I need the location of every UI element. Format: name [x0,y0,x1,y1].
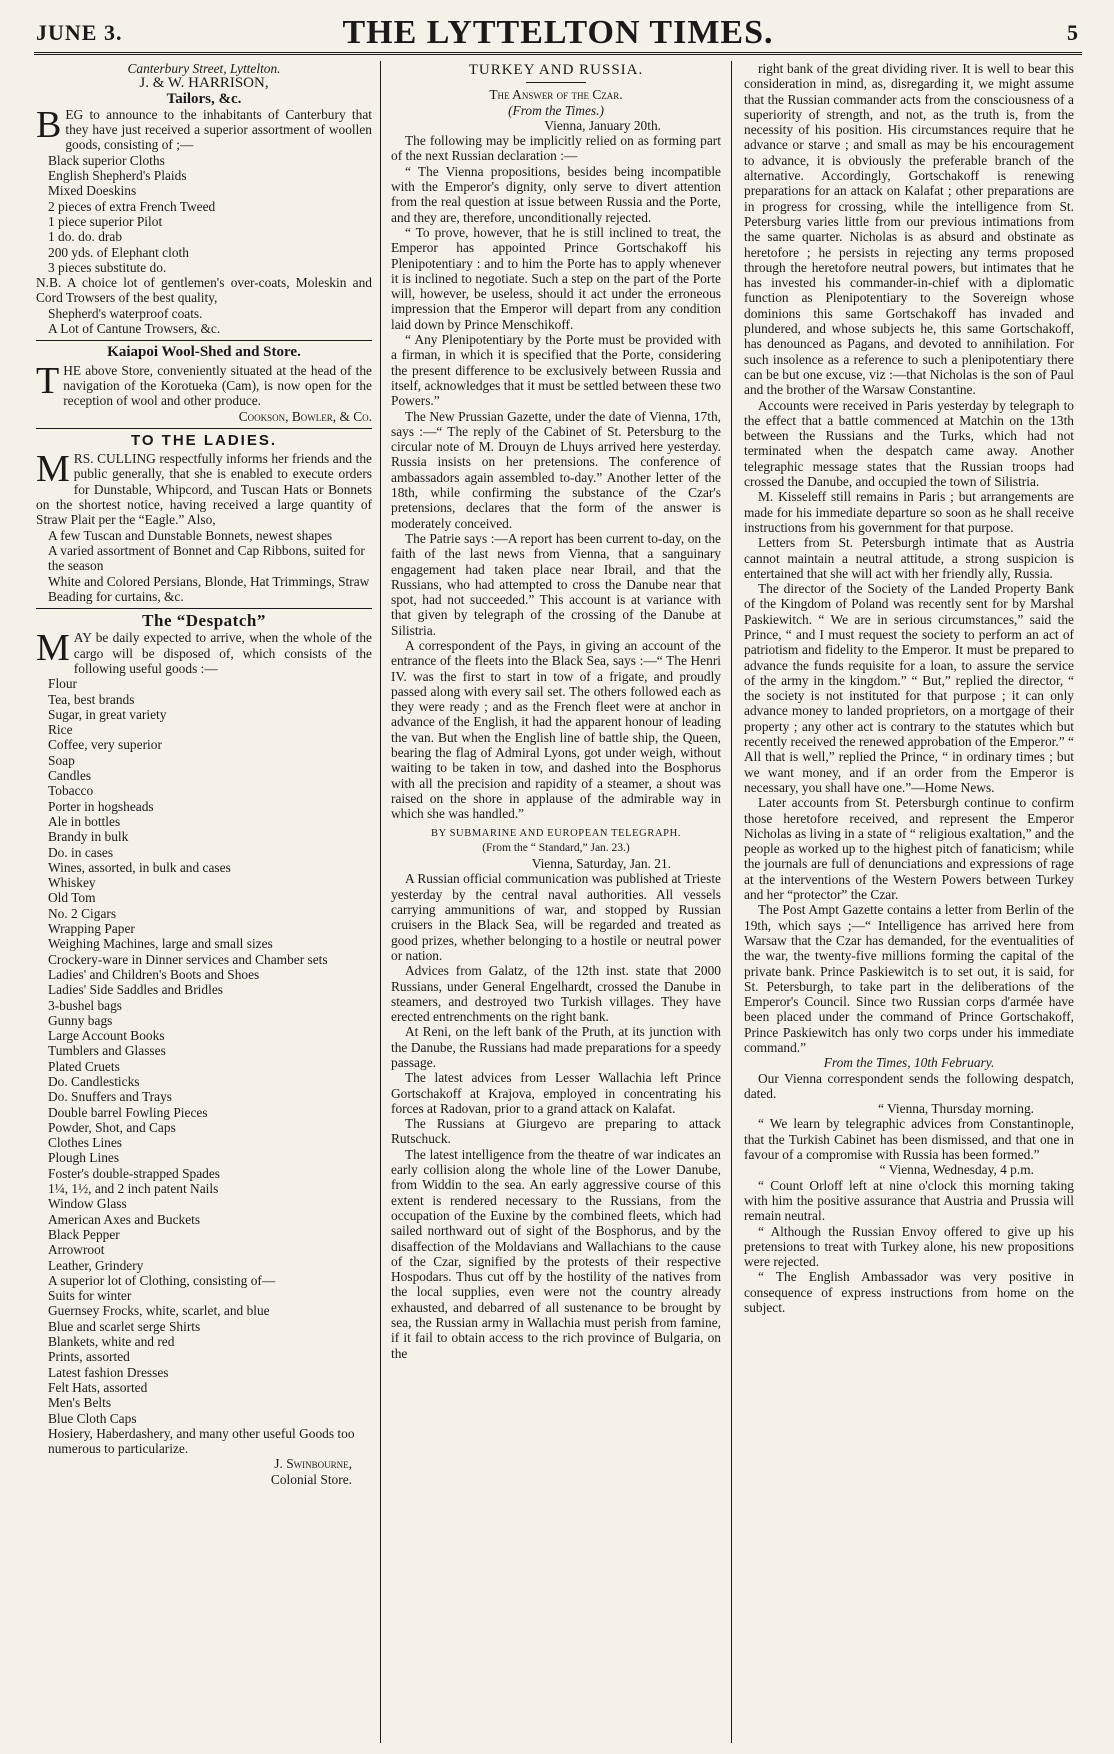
divider [36,608,372,609]
ad-despatch [36,613,372,1487]
article-paragraph: The latest intelligence from the theatre of war indicates an early collision along the whole line of the Lower Danube, from Widdin to the sea. An early aggressive course of this extent is rendered necessary to the Russians, from the occupation of the Euxine by the combined fleets, which had sailed northward out of sight of the Bosphorus, and by the disaffection of the Moldavians and Wallachians to the cause of the Czar, signified by the protests of their respective Hospodars. Thus cut off by the hostility of the natives from the local supplies, even were not the country already exhausted, and debarred of all sustenance to be brought by sea, the Russian army in Wallachia must perish from famine, if it fail to obtain access to the rich province of Bulgaria, on the [391,1146,721,1361]
ad-address: Canterbury Street, Lyttelton. [127,61,281,76]
article-source: From the Times, 10th February. [823,1055,995,1071]
article-paragraph: “ The English Ambassador was very positive in consequence of express instructions from home on the subject. [744,1269,1074,1316]
list-item: Tumblers and Glasses [48,1043,166,1059]
column-turkey-russia [380,61,732,1743]
goods-list [36,676,372,1456]
list-item: Flour [48,676,78,692]
ad-harrison [36,61,372,336]
list-item: 3 pieces substitute do. [48,259,167,275]
list-item: White and Colored Persians, Blonde, Hat Trimmings, Straw Beading for curtains, &c. [48,573,370,604]
article-body [744,61,1074,1055]
article-paragraph: “ Although the Russian Envoy offered to give up his pretensions to treat with Turkey alone, his new propositions were rejected. [744,1223,1074,1270]
ad-heading: The “Despatch” [142,611,266,631]
list-item: Sugar, in great variety [48,706,167,722]
article-body [744,1071,1074,1102]
ad-trade: Tailors, &c. [166,90,242,107]
ad-note-line: A Lot of Cantune Trowsers, &c. [48,321,221,337]
article-paragraph: A Russian official communication was published at Trieste yesterday by the central naval authorities. All vessels carrying ammunitions of war, and stopped by Russian cruisers in the Black Sea, will be regarded and treated as good prizes, whether belonging to a hostile or neutral power or nation. [391,871,721,963]
columns [34,61,1082,1743]
list-item: Tea, best brands [48,691,135,707]
article-paragraph: The following may be implicitly relied on as forming part of the next Russian declaration :— [391,133,721,164]
article-paragraph: At Reni, on the left bank of the Pruth, at its junction with the Danube, the Russians had made preparations for a speedy passage. [391,1024,721,1070]
article-paragraph: Letters from St. Petersburgh intimate that as Austria cannot maintain a neutral attitude, a strong suspicion is entertained that she will act with her friendly ally, Russia. [744,535,1074,581]
article-source: (From the Times.) [508,102,604,118]
list-item: Blue and scarlet serge Shirts [48,1318,201,1334]
list-item: Blankets, white and red [48,1334,175,1350]
masthead-title: THE LYTTELTON TIMES. [342,14,774,51]
list-item: Prints, assorted [48,1349,130,1365]
list-item: Black Pepper [48,1226,120,1242]
ad-text: RS. CULLING respectfully informs her friends and the public generally, that she is enabled to execute orders for Dunstable, Whipcord, and Tuscan Hats or Bonnets on the shortest notice, having received a large quantity of Straw Plait per the “Eagle.” Also, [36,451,372,528]
list-item: Ladies' Side Saddles and Bridles [48,982,223,998]
ad-business-name: J. & W. HARRISON, [139,75,269,92]
list-item: Soap [48,752,75,768]
list-item: No. 2 Cigars [48,905,117,921]
list-item: Rice [48,722,73,738]
ad-signature-line: Colonial Store. [270,1471,352,1487]
article-paragraph: “ Any Plenipotentiary by the Porte must be provided with a firman, in which it is specified that the Porte, considering the present difference to be exclusively between Russia and itself, acknowledges that it must be settled between these two Powers.” [391,332,721,409]
ad-heading: Kaiapoi Wool-Shed and Store. [107,344,301,361]
ad-note: N.B. A choice lot of gentlemen's over-coats, Moleskin and Cord Trowsers of the best quality, [36,275,372,306]
list-item: Candles [48,768,92,784]
article-heading: TURKEY AND RUSSIA. [468,62,644,78]
list-item: Blue Cloth Caps [48,1410,137,1426]
telegraph-dateline: Vienna, Saturday, Jan. 21. [531,856,671,872]
drop-cap: T [36,359,60,402]
article-paragraph: A correspondent of the Pays, in giving an account of the entrance of the fleets into the Black Sea, says :—“ The Henri IV. was the first to start in tow of a frigate, and proudly passed along with every sail set. The others followed each as they were ready ; and as the French fleet were at anchor in advance of the English, it had the apparent honour of leading the van. But when the English line of battle ship, the Queen, bearing the flag of Admiral Lyons, got under weigh, without waiting to be taken in tow, and dashed into the Bosphorus with all the precision and rapidity of a steamer, a shout was raised on the shore in applause of the admirable way in which she was handled.” [391,637,721,822]
list-item: A varied assortment of Bonnet and Cap Ribbons, suited for the season [48,542,365,574]
list-item: 1¼, 1½, and 2 inch patent Nails [48,1181,219,1197]
article-paragraph: “ The Vienna propositions, besides being incompatible with the Emperor's dignity, only serve to divert attention from the real question at issue between Russia and the Porte, and they are, therefore, unconditionally rejected. [391,163,721,225]
article-subheading: The Answer of the Czar. [489,87,623,103]
list-item: Mixed Doeskins [48,183,137,199]
article-paragraph: “ We learn by telegraphic advices from Constantinople, that the Turkish Cabinet has been dismissed, and that one in favour of a compromise with Russia has been formed.” [744,1116,1074,1163]
list-item: Crockery-ware in Dinner services and Chamber sets [48,951,328,967]
list-item: Do. Snuffers and Trays [48,1089,172,1105]
list-item: Ale in bottles [48,813,121,829]
dispatch-dateline: “ Vienna, Wednesday, 4 p.m. [879,1162,1034,1178]
article-paragraph: “ To prove, however, that he is still inclined to treat, the Emperor has appointed Prince Gortschakoff his Plenipotentiary : and to him the Porte has to apply whenever it is inclined to negotiate. Such a step on the part of the Porte will, however, be useless, should it act under the erroneous impression that the Emperor will depart from any condition laid down by Prince Menschikoff. [391,224,721,332]
article-paragraph: Accounts were received in Paris yesterday by telegraph to the effect that a battle commenced at Matchin on the 13th between the Russians and the Turks, which had not terminated when the despatch came away. Another telegraphic message states that the Russian troops had crossed the Danube, and occupied the town of Silistria. [744,397,1074,490]
list-item: Wines, assorted, in bulk and cases [48,859,231,875]
list-item: Old Tom [48,890,96,906]
article-paragraph: The latest advices from Lesser Wallachia left Prince Gortschakoff at Krajova, employed in concentrating his forces at Radovan, prior to a grand attack on Kalafat. [391,1070,721,1116]
divider [36,340,372,341]
list-item: Brandy in bulk [48,829,129,845]
article-paragraph: M. Kisseleff still remains in Paris ; but arrangements are made for his immediate departure so soon as he shall receive instructions from his government for that purpose. [744,489,1074,535]
list-item: Leather, Grindery [48,1257,144,1273]
article-paragraph: “ Count Orloff left at nine o'clock this morning taking with him the positive assurance that Austria and Prussia will remain neutral. [744,1177,1074,1224]
goods-list [36,153,372,275]
article-paragraph: The New Prussian Gazette, under the date of Vienna, 17th, says :—“ The reply of the Cabinet of St. Petersburg to the circular note of M. Drouyn de Lhuys arrived here yesterday. Russia insists on her pretensions. The conference of ambassadors again assembled to-day.” Another letter of the 18th, while confirming the substance of the Czar's pretensions, declares that the form of the answer is moderately conceived. [391,408,721,531]
list-item: Men's Belts [48,1395,112,1411]
article-dateline: Vienna, January 20th. [544,117,661,133]
list-item: 1 piece superior Pilot [48,213,163,229]
drop-cap: M [36,627,70,670]
ad-signature: J. Swinbourne, [274,1456,352,1472]
list-item: Do. Candlesticks [48,1074,140,1089]
ad-kaiapoi [36,345,372,423]
article-paragraph: The Patrie says :—A report has been current to-day, on the faith of the last news from Vienna, that a sanguinary engagement had taken place near Ibrail, and that the Russians, who had attempted to cross the Danube near that spot, had not succeeded.” This account is at variance with that given by telegraph of the crossing of the Danube at Silistria. [391,530,721,638]
list-item: Plated Cruets [48,1058,120,1074]
list-item: Guernsey Frocks, white, scarlet, and blue [48,1303,270,1319]
list-item: Black superior Cloths [48,152,165,168]
article-paragraph: Later accounts from St. Petersburgh continue to confirm those heretofore received, and represent the Emperor Nicholas as living in a state of “ religious exaltation,” and the people as worked up to the highest pitch of fanaticism; while the journals are full of denunciations and expressions of rage at the interventions of the Western Powers between Turkey and her “protector” the Czar. [744,795,1074,903]
list-item: Clothes Lines [48,1135,123,1151]
ad-text: HE above Store, conveniently situated at the head of the navigation of the Korotueka (Cam), is now open for the reception of wool and other produce. [63,362,372,409]
list-item: Porter in hogsheads [48,798,154,814]
list-item: Powder, Shot, and Caps [48,1119,176,1135]
list-item: Do. in cases [48,844,114,860]
list-item: English Shepherd's Plaids [48,168,187,184]
article-paragraph: Advices from Galatz, of the 12th inst. state that 2000 Russians, under General Engelhardt, crossed the Danube in steamers, and destroyed two Turkish villages. They have erected entrenchments on the right bank. [391,963,721,1025]
list-item: Coffee, very superior [48,737,162,753]
list-item: Plough Lines [48,1150,120,1166]
column-continuation [732,61,1082,1743]
ad-signature: Cookson, Bowler, & Co. [238,408,372,424]
list-item: Latest fashion Dresses [48,1364,169,1380]
telegraph-heading: BY SUBMARINE AND EUROPEAN TELEGRAPH. [431,827,681,839]
list-item: Window Glass [48,1196,127,1212]
goods-list [36,528,372,604]
list-item: Ladies' and Children's Boots and Shoes [48,966,260,982]
list-item: 200 yds. of Elephant cloth [48,244,189,260]
list-item: Double barrel Fowling Pieces [48,1104,208,1120]
divider [526,82,586,83]
list-item: 3-bushel bags [48,997,123,1013]
page-number: 5 [1067,20,1078,45]
list-item: Foster's double-strapped Spades [48,1165,220,1181]
article-paragraph: right bank of the great dividing river. It is well to bear this consideration in mind, as, disregarding it, we might assume that the Russian commander acts from the consciousness of a superiority of strength, and not, as the truth is, from the necessity of his position. His circumstances require that he advance or starve ; and small as may be his encouragement to advance, it is obviously the preferable branch of the alternative. Accordingly, Gortschakoff is renewing preparations for an attack on Kalafat ; other preparations are in progress for crossing, while the intelligence from St. Petersburg varies little from our previous intimations from the same quarter. Nicholas is as absurd and obstinate as heretofore ; he persists in rejecting any terms proposed through the heretofore neutral powers, but intimates that he has invested his commander-in-chief with a diplomatic function as Plenipotentiary to the Sovereign whose dominions this same Gortschakoff has invaded and plundered, and whose subjects he, this same Gortschakoff, has denounced as Pagans, and devoted to annihilation. For such insolence as a reference to such a plenipotentiary there can be but one excuse, viz :—that Nicholas is the son of Paul and the brother of the Warsaw Constantine. [744,61,1074,398]
list-item: Hosiery, Haberdashery, and many other useful Goods too numerous to particularize. [48,1425,355,1457]
telegraph-source: (From the “ Standard,” Jan. 23.) [482,841,630,854]
article-paragraph: Our Vienna correspondent sends the following despatch, dated. [744,1070,1074,1101]
ad-intro: EG to announce to the inhabitants of Canterbury that they have just received a superior assortment of woollen goods, consisting of ;— [65,106,372,153]
list-item: Arrowroot [48,1242,105,1258]
list-item: A few Tuscan and Dunstable Bonnets, newest shapes [48,527,333,543]
drop-cap: B [36,103,62,146]
list-item: Large Account Books [48,1028,165,1044]
list-item: Wrapping Paper [48,921,135,937]
list-item: Weighing Machines, large and small sizes [48,936,273,952]
ad-text: AY be daily expected to arrive, when the whole of the cargo will be disposed of, which consists of the following useful goods :— [73,630,372,676]
article-body [391,133,721,821]
list-item: Tobacco [48,783,94,799]
masthead [34,0,1082,55]
article-paragraph: The director of the Society of the Landed Property Bank of the Kingdom of Poland was recently sent for by Marshal Paskiewitch. “ We are in serious circumstances,” said the Prince, “ and I must request the society to perform an act of patriotism and fidelity to the Emperor. It must be prepared to advance the funds requisite for a loan, to assure the service of the army in the kingdom.” “ But,” replied the director, “ the society is not instituted for that purpose ; it can only advance money to landed proprietors, on a mortgage of their property ; any other act is contrary to the statutes which but recently received the renewed approbation of the Emperor.” “ All that is well,” replied the Prince, “ in ordinary times ; but we want money, and if an order from the Emperor is necessary, you shall have one.”—Home News. [744,581,1074,795]
masthead-date: JUNE 3. [36,20,123,45]
list-item: Gunny bags [48,1012,113,1028]
list-item: A superior lot of Clothing, consisting of— [48,1272,276,1288]
drop-cap: M [36,448,70,491]
list-item: Suits for winter [48,1288,132,1304]
ad-heading: TO THE LADIES. [130,431,278,449]
article-paragraph: The Russians at Giurgevo are preparing to attack Rutschuck. [391,1116,721,1147]
list-item: 1 do. do. drab [48,229,123,245]
list-item: Whiskey [48,875,96,891]
dispatch-dateline: “ Vienna, Thursday morning. [877,1101,1034,1117]
telegraph-body [391,871,721,1361]
divider [36,428,372,429]
list-item: American Axes and Buckets [48,1211,201,1227]
ad-note-line: Shepherd's waterproof coats. [48,305,203,321]
article-body [744,1178,1074,1316]
ad-ladies [36,433,372,604]
article-paragraph: The Post Ampt Gazette contains a letter from Berlin of the 19th, which says ;—“ Intelligence has arrived here from Warsaw that the Czar has demanded, for the eventualities of the war, the twenty-five millions forming the capital of the private bank. Prince Paskiewitch is to set out, it is said, for St. Petersburgh, to take part in the deliberations of the Emperor's Council. Since two Russian corps d'armée have been placed under the command of Prince Gortschakoff, Prince Paskiewitch has only two corps under his immediate command.” [744,902,1074,1055]
list-item: Felt Hats, assorted [48,1379,148,1395]
column-advertisements [34,61,380,1743]
list-item: 2 pieces of extra French Tweed [48,198,216,214]
